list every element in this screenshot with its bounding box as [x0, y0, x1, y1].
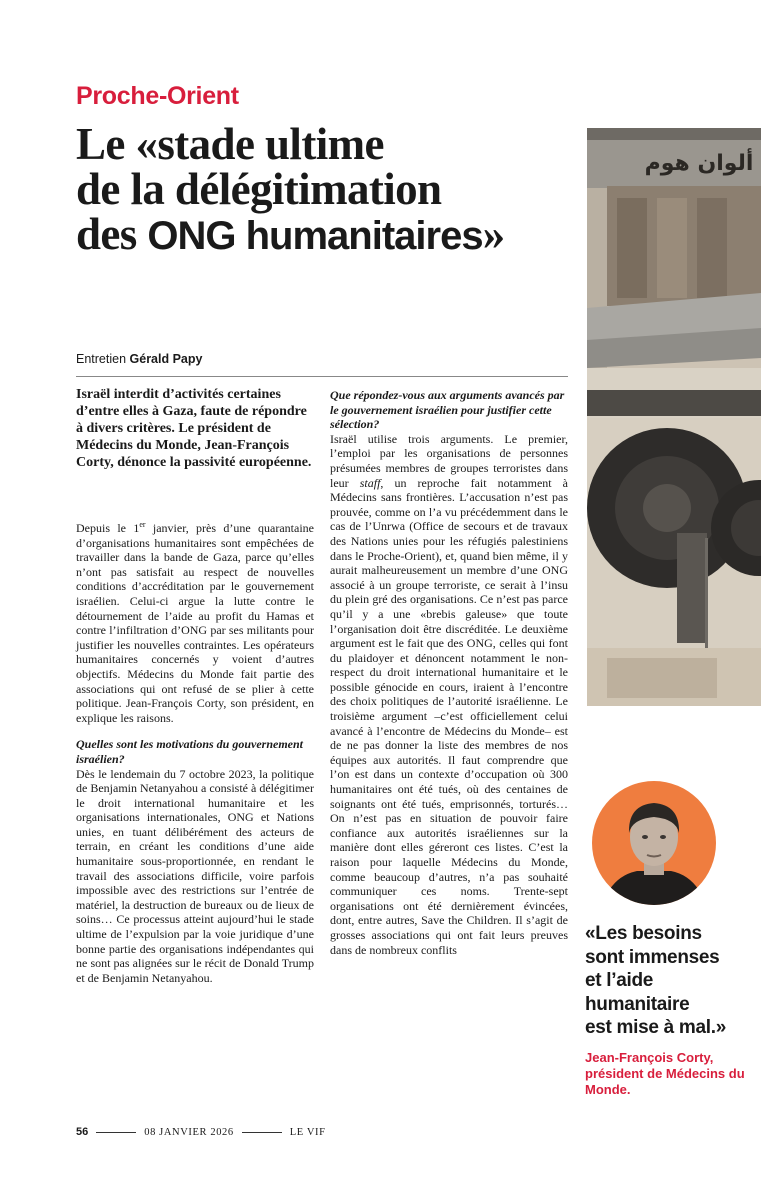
magazine-name: LE VIF	[289, 1126, 326, 1138]
question-1: Quelles sont les motivations du gouvernement israélien?	[76, 737, 304, 766]
byline-author: Gérald Papy	[129, 352, 203, 366]
headline-line-3-prefix: des	[76, 209, 148, 259]
page-footer	[76, 1126, 326, 1138]
intro-part-1: Depuis le 1	[76, 521, 140, 535]
article-photo	[587, 128, 761, 706]
answer-2-part-b: , un reproche fait notamment à Médecins sans frontières. L’accusation n’est pas prouvée, comme on l’a vu précédemment dans le cas de l’Unrwa (Office de secours et de travaux des Nations unies pour les réfugiés palestiniens dans le Proche-Orient), et, quand bien même, il y aurait malheureusement un membre d’une ONG associé à un groupe terroriste, ce serait à l’insu du plein gré des organisations. Ce n’est pas parce qu’il y a une «brebis galeuse» que toute l’organisation doit être discréditée. Le deuxième argument est le fait que des ONG, celles qui font du plaidoyer et dénoncent notamment le non-respect du droit international humanitaire et le possible génocide en cours, iraient à l’encontre des choix politiques de l’autorité israélienne. Le troisième argument –c’est officiellement celui avancé à l’encontre de Médecins du Monde– est de ne pas donner la liste des membres de nos équipes aux autorités. Il faut comprendre que l’on est dans un contexte d’occupation où 300 humanitaires ont été tués, où des centaines de soignants ont été tués, emprisonnés, torturés… On n’est pas en situation de pouvoir faire confiance aux autorités israéliennes sur la manière dont elles géreront ces listes. C’est la raison pour laquelle Médecins du Monde, comme beaucoup d’autres, n’a pas souhaité communiquer ces noms. Trente-sept organisations ont été dernièrement évincées, dont, entre autres, Save the Children. Il s’agit de grosses associations qui ont fait leurs preuves dans de nombreux conflits	[330, 475, 569, 957]
pull-quote-line-3: et l’aide	[585, 970, 654, 991]
pull-quote-line-4: humanitaire	[585, 993, 690, 1015]
headline-bold: ONG humanitaires	[147, 214, 483, 258]
headline-line-2: de la délégitimation	[76, 164, 442, 214]
article-column-2	[330, 388, 568, 957]
pull-quote	[585, 922, 761, 1040]
page-number: 56	[76, 1126, 89, 1138]
article-column-1	[76, 518, 314, 985]
intro-paragraph	[76, 518, 314, 725]
answer-2-staff: staff	[359, 475, 381, 490]
question-2: Que répondez-vous aux arguments avancés par le gouvernement israélien pour justifier cette sélection?	[330, 388, 565, 432]
headline-line-1: Le «stade ultime	[76, 119, 384, 169]
headline-line-3	[76, 209, 596, 259]
byline-prefix: Entretien	[76, 352, 130, 366]
issue-date: 08 JANVIER 2026	[144, 1126, 234, 1138]
author-portrait	[592, 781, 716, 905]
headline-line-3-suffix: »	[482, 209, 505, 259]
quote-author: Jean-François Corty, président de Médecins du Monde.	[585, 1050, 745, 1097]
section-kicker: Proche-Orient	[76, 82, 239, 110]
answer-2-part-a: Israël utilise trois arguments. Le premier, l’emploi par les organisations de personnes présumées membres de groupes terroristes dans leur	[330, 431, 568, 490]
article-lede: Israël interdit d’activités certaines d’entre elles à Gaza, faute de répondre à divers critères. Le président de Médecins du Monde, Jean-François Corty, dénonce la passivité européenne.	[76, 387, 312, 470]
shop-sign-text: ألوان هوم	[644, 151, 754, 176]
pull-quote-line-1: «Les besoins	[585, 923, 702, 944]
answer-1: Dès le lendemain du 7 octobre 2023, la politique de Benjamin Netanyahou a consisté à délégitimer le droit international humanitaire et les organisations internationales, ONG et Nations unies, en tuant délibérément des acteurs de terrain, en créant les conditions d’une aide humanitaire sous-proportionnée, en rendant le travail des associations difficile, voire parfois impossible avec des restrictions sur l’entrée de matériel, la destruction de bureaux ou de lieux de soins… Ce processus atteint aujourd’hui le stade ultime de l’expulsion par la voie juridique d’une bonne partie des organisations indépendantes qui ne sont pas alignées sur le récit de Donald Trump et de Benjamin Netanyahou.	[76, 766, 314, 985]
footer-divider-1	[96, 1132, 136, 1133]
intro-superscript: er	[139, 520, 146, 529]
answer-2	[330, 432, 568, 957]
pull-quote-line-5: est mise à mal.»	[585, 1017, 726, 1038]
byline-rule	[76, 376, 568, 377]
pull-quote-line-2: sont immenses	[585, 946, 720, 968]
footer-divider-2	[242, 1132, 282, 1133]
intro-part-2: janvier, près d’une quarantaine d’organisations humanitaires sont empêchées de travailler dans la bande de Gaza, parce qu’elles n’ont pas satisfait au respect de nouvelles conditions d’accréditation par le gouvernement israélien. Celui-ci argue la lutte contre le détournement de l’aide au profit du Hamas et contre l’infiltration d’ONG par ses militants pour justifier les nouvelles contraintes. Les opérateurs humanitaires concernés y voient d’autres objectifs. Médecins du Monde fait partie des associations qui ont refusé de se plier à cette politique. Jean-François Corty, son président, en explique les raisons.	[76, 521, 314, 725]
headline	[76, 119, 596, 259]
byline	[76, 352, 202, 366]
